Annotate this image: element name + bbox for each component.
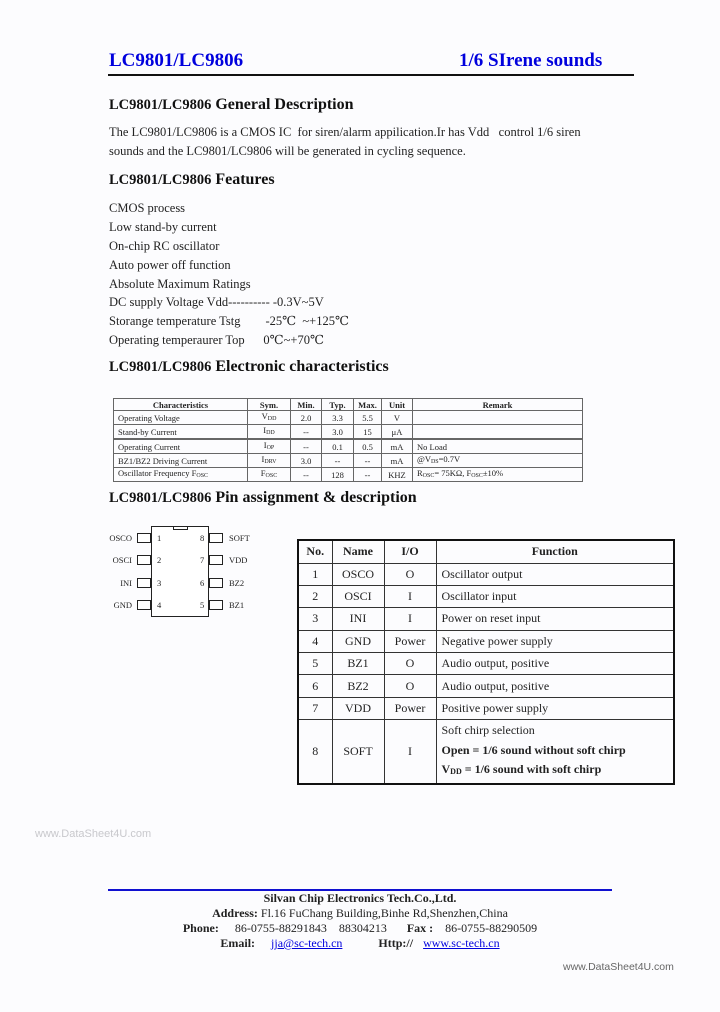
remark-part: @V xyxy=(417,454,431,464)
pin-number: 1 xyxy=(157,533,162,543)
website-link[interactable]: www.sc-tech.cn xyxy=(423,936,500,950)
watermark-bottom-right: www.DataSheet4U.com xyxy=(563,961,674,973)
heading-prefix: LC9801/LC9806 xyxy=(109,97,212,113)
cell-name: BZ1 xyxy=(332,653,384,675)
table-row xyxy=(298,720,674,784)
cell-sym xyxy=(248,468,291,482)
pin-lead-7 xyxy=(209,555,223,565)
cell-no: 3 xyxy=(298,608,332,630)
cell-max: 5.5 xyxy=(354,411,382,425)
cell-typ: 128 xyxy=(322,468,354,482)
pin-lead-3 xyxy=(137,578,151,588)
features-heading xyxy=(109,171,275,189)
cell-unit: V xyxy=(382,411,413,425)
cell-io: I xyxy=(384,720,436,784)
general-description-line-2: sounds and the LC9801/LC9806 will be generated in cycling sequence. xyxy=(109,144,466,158)
cell-name: BZ2 xyxy=(332,675,384,697)
cell-no: 1 xyxy=(298,563,332,585)
pin-number: 8 xyxy=(200,533,205,543)
cell-no: 8 xyxy=(298,720,332,784)
pin-assignment-heading xyxy=(109,489,417,507)
table-row xyxy=(298,675,674,697)
sym-text: I xyxy=(261,454,265,464)
heading-prefix: LC9801/LC9806 xyxy=(109,490,212,506)
pin-lead-6 xyxy=(209,578,223,588)
phone-value-2: 88304213 xyxy=(338,921,387,935)
cell-name: INI xyxy=(332,608,384,630)
table-row xyxy=(298,585,674,607)
sym-sub: OSC xyxy=(265,473,278,479)
cell-no: 5 xyxy=(298,653,332,675)
cell-no: 4 xyxy=(298,630,332,652)
cell-function: Oscillator output xyxy=(436,563,674,585)
footer-company: Silvan Chip Electronics Tech.Co.,Ltd. xyxy=(263,891,457,905)
header-divider xyxy=(108,74,634,76)
fax-value: 86-0755-88290509 xyxy=(445,921,538,935)
feature-item: Storange temperature Tstg -25℃ ~+125℃ xyxy=(109,314,349,329)
cell-name: VDD xyxy=(332,697,384,719)
cell-name: SOFT xyxy=(332,720,384,784)
column-header: Min. xyxy=(291,399,322,411)
header-part-numbers: LC9801/LC9806 xyxy=(109,50,244,71)
table-row xyxy=(114,439,583,454)
cell-no: 6 xyxy=(298,675,332,697)
pin-label: INI xyxy=(120,578,132,588)
general-description-heading xyxy=(109,96,354,114)
table-row xyxy=(298,608,674,630)
cell-remark: No Load xyxy=(413,439,583,454)
watermark-left: www.DataSheet4U.com xyxy=(35,828,152,840)
column-header: Unit xyxy=(382,399,413,411)
table-row xyxy=(298,563,674,585)
pin-lead-4 xyxy=(137,600,151,610)
cell-no: 2 xyxy=(298,585,332,607)
pin-label: BZ1 xyxy=(229,600,245,610)
heading-text: Electronic characteristics xyxy=(215,358,389,375)
heading-text: General Description xyxy=(215,96,354,113)
pin-number: 2 xyxy=(157,555,162,565)
feature-item: Operating temperaurer Top 0℃~+70℃ xyxy=(109,333,324,348)
feature-item: Low stand-by current xyxy=(109,219,217,234)
header-product-title: 1/6 SIrene sounds xyxy=(459,50,603,71)
cell-remark xyxy=(413,468,583,482)
name-text: Oscillator Frequency F xyxy=(118,468,197,478)
remark-part: = 75KΩ, F xyxy=(434,468,472,478)
pin-number: 7 xyxy=(200,555,205,565)
cell-min: -- xyxy=(291,468,322,482)
cell-sym xyxy=(248,411,291,425)
cell-name: OSCO xyxy=(332,563,384,585)
heading-prefix: LC9801/LC9806 xyxy=(109,172,212,188)
remark-sub: OSC xyxy=(471,473,483,479)
table-row xyxy=(298,653,674,675)
electronic-characteristics-table xyxy=(113,398,583,482)
remark-sub: DS xyxy=(430,459,439,465)
cell-name: Operating Current xyxy=(114,439,248,454)
column-header: Name xyxy=(332,540,384,563)
table-row xyxy=(114,425,583,440)
cell-io: I xyxy=(384,585,436,607)
cell-remark xyxy=(413,425,583,440)
pin-label: OSCI xyxy=(112,555,132,565)
footer-contact xyxy=(108,936,612,952)
pin-label: VDD xyxy=(229,555,248,565)
function-part: = 1/6 sound with soft chirp xyxy=(461,762,602,777)
cell-typ: 0.1 xyxy=(322,439,354,454)
function-line-open: Open = 1/6 sound without soft chirp xyxy=(441,742,626,757)
pin-number: 5 xyxy=(200,600,205,610)
function-line-vdd xyxy=(442,760,670,782)
remark-part: R xyxy=(417,468,423,478)
sym-text: I xyxy=(263,425,267,435)
cell-unit: mA xyxy=(382,439,413,454)
pin-number: 6 xyxy=(200,578,205,588)
column-header: Characteristics xyxy=(114,399,248,411)
remark-part: =0.7V xyxy=(438,454,461,464)
sym-text: F xyxy=(260,468,266,478)
heading-prefix: LC9801/LC9806 xyxy=(109,359,212,375)
cell-min: -- xyxy=(291,439,322,454)
cell-name: Operating Voltage xyxy=(114,411,248,425)
pin-number: 4 xyxy=(157,600,162,610)
electronic-heading xyxy=(109,358,389,376)
cell-function: Oscillator input xyxy=(436,585,674,607)
cell-io: O xyxy=(384,653,436,675)
column-header: No. xyxy=(298,540,332,563)
table-row xyxy=(298,697,674,719)
cell-io: Power xyxy=(384,697,436,719)
cell-name: OSCI xyxy=(332,585,384,607)
column-header: Typ. xyxy=(322,399,354,411)
cell-min: 2.0 xyxy=(291,411,322,425)
name-sub: OSC xyxy=(196,473,209,479)
column-header: Sym. xyxy=(248,399,291,411)
cell-function: Negative power supply xyxy=(436,630,674,652)
cell-typ: -- xyxy=(322,454,354,468)
footer-phone-fax xyxy=(108,921,612,937)
cell-function: Audio output, positive xyxy=(436,653,674,675)
heading-text: Pin assignment & description xyxy=(215,489,417,506)
pin-label: SOFT xyxy=(229,533,250,543)
feature-item: DC supply Voltage Vdd---------- -0.3V~5V xyxy=(109,295,324,310)
cell-function xyxy=(436,720,674,784)
sym-text: V xyxy=(261,411,268,421)
cell-name: GND xyxy=(332,630,384,652)
column-header: I/O xyxy=(384,540,436,563)
address-value: Fl.16 FuChang Building,Binhe Rd,Shenzhen,China xyxy=(260,906,508,920)
cell-sym xyxy=(248,425,291,440)
pin-label: BZ2 xyxy=(229,578,245,588)
cell-max: 0.5 xyxy=(354,439,382,454)
table-row xyxy=(114,411,583,425)
cell-function: Power on reset input xyxy=(436,608,674,630)
heading-text: Features xyxy=(215,171,275,188)
column-header: Remark xyxy=(413,399,583,411)
cell-unit: mA xyxy=(382,454,413,468)
pin-lead-2 xyxy=(137,555,151,565)
ic-notch xyxy=(173,526,188,530)
column-header: Max. xyxy=(354,399,382,411)
cell-name: Stand-by Current xyxy=(114,425,248,440)
pin-label: GND xyxy=(113,600,132,610)
sym-text: I xyxy=(263,440,267,450)
function-sub: DD xyxy=(450,767,462,777)
fax-label: Fax : xyxy=(406,921,434,935)
cell-unit: KHZ xyxy=(382,468,413,482)
table-row xyxy=(298,630,674,652)
email-link[interactable]: jja@sc-tech.cn xyxy=(271,936,343,950)
feature-item: Auto power off function xyxy=(109,257,231,272)
cell-max: 15 xyxy=(354,425,382,440)
remark-part: ±10% xyxy=(482,468,504,478)
pin-label: OSCO xyxy=(109,533,132,543)
feature-item: Absolute Maximum Ratings xyxy=(109,276,251,291)
feature-item: CMOS process xyxy=(109,201,186,215)
cell-max: -- xyxy=(354,468,382,482)
table-header-row xyxy=(298,540,674,563)
cell-name xyxy=(114,468,248,482)
pin-lead-5 xyxy=(209,600,223,610)
remark-sub: OSC xyxy=(422,473,435,479)
cell-remark xyxy=(413,454,583,468)
cell-function: Positive power supply xyxy=(436,697,674,719)
sym-sub: DRV xyxy=(264,459,277,465)
sym-sub: DD xyxy=(267,416,277,422)
address-label: Address: xyxy=(212,906,258,920)
cell-io: Power xyxy=(384,630,436,652)
cell-no: 7 xyxy=(298,697,332,719)
cell-max: -- xyxy=(354,454,382,468)
http-label: Http:// xyxy=(378,936,414,950)
cell-io: O xyxy=(384,563,436,585)
pin-number: 3 xyxy=(157,578,162,588)
features-list xyxy=(109,199,349,350)
email-label: Email: xyxy=(220,936,256,950)
cell-min: -- xyxy=(291,425,322,440)
cell-sym xyxy=(248,439,291,454)
sym-sub: OP xyxy=(266,445,275,451)
sym-sub: DD xyxy=(266,430,275,436)
cell-typ: 3.0 xyxy=(322,425,354,440)
feature-item: On-chip RC oscillator xyxy=(109,238,220,253)
function-line: Soft chirp selection xyxy=(441,723,535,738)
cell-remark xyxy=(413,411,583,425)
cell-typ: 3.3 xyxy=(322,411,354,425)
column-header: Function xyxy=(436,540,674,563)
cell-sym xyxy=(248,454,291,468)
pin-lead-8 xyxy=(209,533,223,543)
cell-function: Audio output, positive xyxy=(436,675,674,697)
table-header-row xyxy=(114,399,583,411)
cell-unit: μA xyxy=(382,425,413,440)
cell-io: O xyxy=(384,675,436,697)
phone-value-1: 86-0755-88291843 xyxy=(234,921,327,935)
cell-min: 3.0 xyxy=(291,454,322,468)
table-row xyxy=(114,468,583,482)
cell-io: I xyxy=(384,608,436,630)
cell-name: BZ1/BZ2 Driving Current xyxy=(114,454,248,468)
pin-lead-1 xyxy=(137,533,151,543)
pin-description-table xyxy=(297,539,675,785)
footer-address xyxy=(108,906,612,922)
general-description-line-1: The LC9801/LC9806 is a CMOS IC for siren/alarm appilication.Ir has Vdd control 1/6 siren xyxy=(109,125,581,139)
phone-label: Phone: xyxy=(182,921,219,935)
table-row xyxy=(114,454,583,468)
function-part: V xyxy=(441,762,451,777)
